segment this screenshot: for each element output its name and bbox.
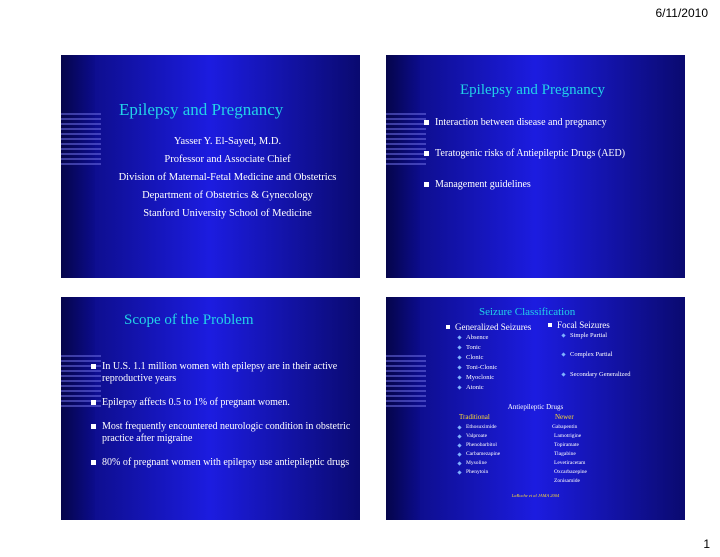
traditional-drug — [458, 424, 497, 430]
bullet-item — [91, 421, 353, 445]
bullet-item — [91, 397, 353, 409]
square-bullet-icon — [91, 424, 96, 429]
aed-title: Antiepileptic Drugs — [507, 403, 564, 411]
newer-drug: Oxcarbazepine — [554, 469, 587, 475]
bullet-text: Management guidelines — [435, 179, 531, 190]
slide-4-title: Seizure Classification — [479, 306, 576, 318]
diamond-bullet-icon — [457, 461, 461, 465]
bullet-item — [424, 179, 679, 191]
seizure-type — [458, 344, 481, 351]
square-bullet-icon — [548, 323, 552, 327]
generalized-label: Generalized Seizures — [455, 322, 532, 332]
focal-seizures-header — [548, 320, 610, 330]
bullet-item — [91, 361, 353, 385]
slide-2-title: Epilepsy and Pregnancy — [460, 82, 605, 98]
bullet-item — [424, 148, 679, 160]
diamond-bullet-icon — [457, 335, 461, 339]
bullet-text: Teratogenic risks of Antiepileptic Drugs (AED) — [435, 148, 626, 159]
square-bullet-icon — [424, 120, 429, 125]
seizure-type — [458, 384, 484, 391]
newer-column-header: Newer — [555, 413, 574, 421]
newer-drug: Tiagabine — [554, 451, 576, 457]
page-date: 6/11/2010 — [655, 6, 708, 20]
diamond-bullet-icon — [457, 425, 461, 429]
diamond-bullet-icon — [561, 372, 565, 376]
seizure-type — [562, 332, 607, 339]
author-name: Yasser Y. El-Sayed, M.D. — [173, 136, 282, 147]
diamond-bullet-icon — [457, 375, 461, 379]
newer-drug: Levetiracetam — [554, 460, 586, 466]
seizure-type-label: Atonic — [466, 384, 484, 391]
diamond-bullet-icon — [457, 355, 461, 359]
square-bullet-icon — [424, 151, 429, 156]
focal-label: Focal Seizures — [557, 320, 610, 330]
newer-drug: Gabapentin — [552, 424, 578, 430]
diamond-bullet-icon — [457, 452, 461, 456]
seizure-type — [562, 351, 612, 358]
diamond-bullet-icon — [457, 385, 461, 389]
seizure-type-label: Complex Partial — [570, 351, 613, 358]
bullet-text: Interaction between disease and pregnancy — [435, 117, 607, 128]
seizure-type — [458, 364, 497, 371]
traditional-drug — [458, 442, 497, 448]
seizure-type — [458, 334, 488, 341]
seizure-type-label: Clonic — [466, 354, 484, 361]
seizure-type — [458, 354, 483, 361]
seizure-type-label: Secondary Generalized — [570, 371, 631, 378]
seizure-type-label: Tonic — [466, 344, 481, 351]
newer-drug: Topiramate — [554, 442, 579, 448]
diamond-bullet-icon — [561, 333, 565, 337]
square-bullet-icon — [91, 460, 96, 465]
bullet-text: Epilepsy affects 0.5 to 1% of pregnant women. — [102, 397, 290, 408]
author-department: Department of Obstetrics & Gynecology — [142, 190, 313, 201]
diamond-bullet-icon — [457, 365, 461, 369]
newer-drug: Lamotrigine — [554, 433, 582, 439]
slide-classification — [386, 297, 685, 520]
slide-stripe-notches — [386, 113, 426, 167]
drug-label: Carbamezapine — [466, 451, 501, 457]
author-school: Stanford University School of Medicine — [143, 208, 312, 219]
drug-label: Valproate — [466, 433, 488, 439]
seizure-type-label: Myoclonic — [466, 374, 495, 381]
square-bullet-icon — [91, 400, 96, 405]
bullet-text: 80% of pregnant women with epilepsy use antiepileptic drugs — [102, 457, 350, 468]
slide-overview — [386, 55, 685, 278]
seizure-type-label: Simple Partial — [570, 332, 608, 339]
diamond-bullet-icon — [561, 352, 565, 356]
diamond-bullet-icon — [457, 434, 461, 438]
slide-3-title: Scope of the Problem — [124, 312, 254, 328]
slide-title — [61, 55, 360, 278]
author-block — [95, 133, 360, 223]
newer-drug: Zonisamide — [554, 478, 580, 484]
slide-scope — [61, 297, 360, 520]
diamond-bullet-icon — [457, 470, 461, 474]
slide-1-title: Epilepsy and Pregnancy — [119, 100, 284, 119]
diamond-bullet-icon — [457, 443, 461, 447]
citation: LaRoche et al JAMA 2004 — [511, 493, 560, 498]
seizure-type-label: Absence — [466, 334, 489, 341]
bullet-item — [91, 457, 353, 469]
traditional-drug — [458, 433, 487, 439]
square-bullet-icon — [446, 325, 450, 329]
seizure-type-label: Toni-Clonic — [466, 364, 498, 371]
author-position: Professor and Associate Chief — [164, 154, 291, 165]
author-division: Division of Maternal-Fetal Medicine and Obstetrics — [118, 172, 337, 183]
bullet-item — [424, 117, 679, 129]
traditional-drug — [458, 469, 488, 475]
diamond-bullet-icon — [457, 345, 461, 349]
drug-label: Mysoline — [466, 460, 487, 466]
page-number: 1 — [703, 537, 710, 551]
generalized-seizures-header — [446, 322, 531, 332]
square-bullet-icon — [91, 364, 96, 369]
traditional-column-header: Traditional — [459, 413, 490, 421]
traditional-drug — [458, 460, 487, 466]
drug-label: Phenytoin — [466, 469, 489, 475]
slide-stripe-notches — [386, 355, 426, 409]
drug-label: Ethosuximide — [466, 424, 497, 430]
bullet-text: Most frequently encountered neurologic condition in obstetric practice after migraine — [102, 421, 351, 444]
traditional-drug — [458, 451, 500, 457]
seizure-type — [458, 374, 494, 381]
seizure-type — [562, 371, 630, 378]
square-bullet-icon — [424, 182, 429, 187]
bullet-text: In U.S. 1.1 million women with epilepsy are in their active reproductive years — [102, 361, 338, 384]
drug-label: Phenobarbitol — [466, 442, 497, 448]
